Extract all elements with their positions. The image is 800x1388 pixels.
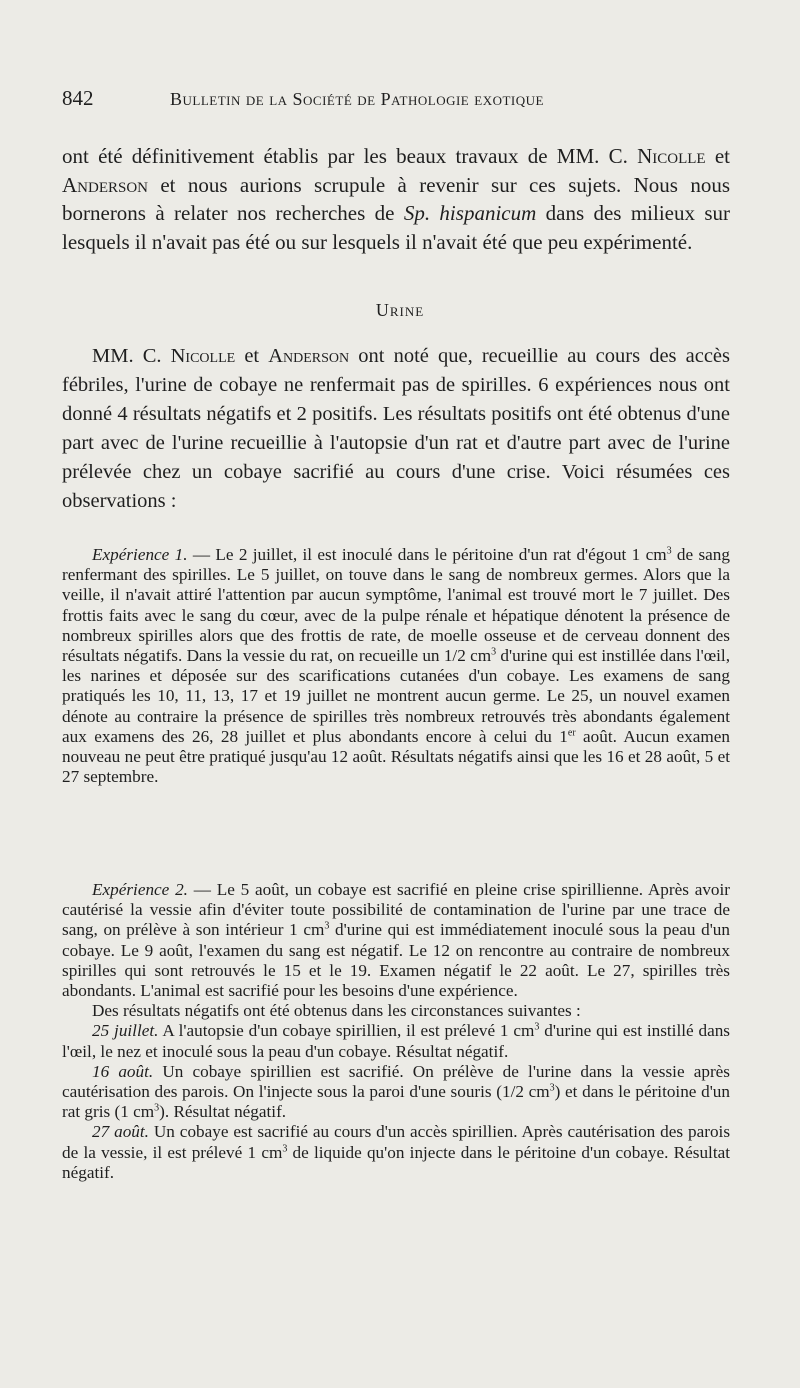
- superscript: 3: [666, 545, 672, 557]
- case-label: 25 juillet.: [92, 1021, 159, 1041]
- experiment-label: Expérience 1.: [92, 545, 188, 564]
- negatives-intro: Des résultats négatifs ont été obtenus dans les circonstances suivantes :: [92, 1001, 581, 1021]
- author-name: Anderson: [62, 172, 149, 197]
- species-name: Sp. hispanicum: [403, 201, 537, 225]
- text-run: de liquide qu'on injecte dans le péritoine d'un cobaye. Résultat négatif.: [62, 1142, 731, 1182]
- urine-paragraph: [62, 342, 730, 516]
- text-run: août. Aucun examen nouveau ne peut être pratiqué jusqu'au 12 août. Résultats négatifs ainsi que les 16 et 28 août, 5 et 27 septembre.: [62, 726, 730, 787]
- text-run: de sang renfermant des spirilles. Le 5 juillet, on touve dans le sang de nombreux germes. Alors que la veille, il n'avait attiré l'attention par aucun symptôme, l'animal est trouvé mort le 7 juillet. Des frottis faits avec le sang du cœur, avec de la pulpe rénale et hépatique dénotent la présence de nombreux spirilles alors que des frottis de rate, de moelle osseuse et de cerveau donnent des résultats négatifs. Dans la vessie du rat, on recueille un 1/2 cm: [62, 545, 730, 666]
- text-run: ont été définitivement établis par les beaux travaux de MM. C.: [62, 144, 638, 168]
- page-number: 842: [62, 86, 94, 110]
- superscript: 3: [549, 1082, 555, 1094]
- text-run: — Le 2 juillet, il est inoculé dans le péritoine d'un rat d'égout 1 cm: [187, 545, 667, 564]
- author-name: Nicolle: [170, 345, 236, 367]
- text-run: d'urine qui est instillé dans l'œil, le nez et inoculé sous la peau d'un cobaye. Résultat négatif.: [62, 1021, 730, 1061]
- superscript: er: [567, 727, 576, 739]
- lead-paragraph: [62, 142, 730, 256]
- superscript: 3: [324, 920, 330, 932]
- superscript: 3: [534, 1021, 540, 1033]
- text-run: d'urine qui est instillée dans l'œil, les narines et déposée sur des scarifications cutanées d'un cobaye. Les examens de sang pratiqués les 10, 11, 13, 17 et 19 juillet ne montrent aucun germe. Le 25, un nouvel examen dénote au contraire la présence de spirilles très nombreux retrouvés très abondants également aux examens des 26, 28 juillet et plus abondants encore à celui du 1: [62, 646, 730, 746]
- experiment-2: [62, 880, 730, 1183]
- case-label: 16 août.: [92, 1061, 154, 1081]
- running-title: Bulletin de la Société de Pathologie exotique: [170, 89, 544, 109]
- text-run: ). Résultat négatif.: [159, 1102, 287, 1122]
- experiment-label: Expérience 2.: [92, 880, 188, 899]
- author-name: Anderson: [268, 345, 350, 367]
- case-25-juillet: [62, 1021, 730, 1061]
- case-27-aout: [62, 1122, 730, 1183]
- case-16-aout: [62, 1062, 730, 1123]
- superscript: 3: [491, 646, 497, 658]
- text-run: dans des milieux sur lesquels il n'avait pas été ou sur lesquels il n'avait été que peu expérimenté.: [62, 201, 731, 254]
- text-run: d'urine qui est immédiatement inoculé sous la peau d'un cobaye. Le 9 août, l'examen du sang est négatif. Le 12 on rencontre au contraire de nombreux spirilles qui sont retrouvés le 15 et le 19. Examen négatif le 22 août. Le 27, spirilles très abondants. L'animal est sacrifié pour les besoins d'une expérience.: [62, 920, 730, 1001]
- text-run: Un cobaye est sacrifié au cours d'un accès spirillien. Après cautérisation des parois de la vessie, il est prélevé 1 cm: [62, 1122, 731, 1162]
- text-run: et: [235, 345, 269, 367]
- text-run: ont noté que, recueillie au cours des accès fébriles, l'urine de cobaye ne renfermait pas de spirilles. 6 expériences nous ont donné 4 résultats négatifs et 2 positifs. Les résultats positifs ont été obtenus d'une part avec de l'urine recueillie à l'autopsie d'un rat et d'autre part avec de l'urine prélevée chez un cobaye sacrifié au cours d'une crise. Voici résumées ces observations :: [62, 345, 731, 512]
- superscript: 3: [154, 1102, 160, 1114]
- text-run: A l'autopsie d'un cobaye spirillien, il est prélevé 1 cm: [158, 1021, 535, 1041]
- text-run: Un cobaye spirillien est sacrifié. On prélève de l'urine dans la vessie après cautérisation des parois. On l'injecte sous la paroi d'une souris (1/2 cm: [62, 1061, 730, 1102]
- text-run: — Le 5 août, un cobaye est sacrifié en pleine crise spirillienne. Après avoir cautérisé la vessie afin d'éviter toute possibilité de contamination de l'urine par une trace de sang, on prélève à son intérieur 1 cm: [62, 880, 731, 940]
- text-run: ) et dans le péritoine d'un rat gris (1 cm: [62, 1082, 730, 1122]
- section-heading: Urine: [375, 300, 425, 320]
- author-name: Nicolle: [637, 144, 706, 168]
- superscript: 3: [282, 1142, 288, 1154]
- experiment-1: [62, 545, 730, 787]
- text-run: et nous aurions scrupule à revenir sur ces sujets. Nous nous bornerons à relater nos recherches de: [62, 172, 730, 225]
- running-header: [62, 86, 752, 116]
- text-run: MM. C.: [92, 345, 171, 367]
- text-run: et: [705, 144, 731, 168]
- case-label: 27 août.: [92, 1122, 149, 1142]
